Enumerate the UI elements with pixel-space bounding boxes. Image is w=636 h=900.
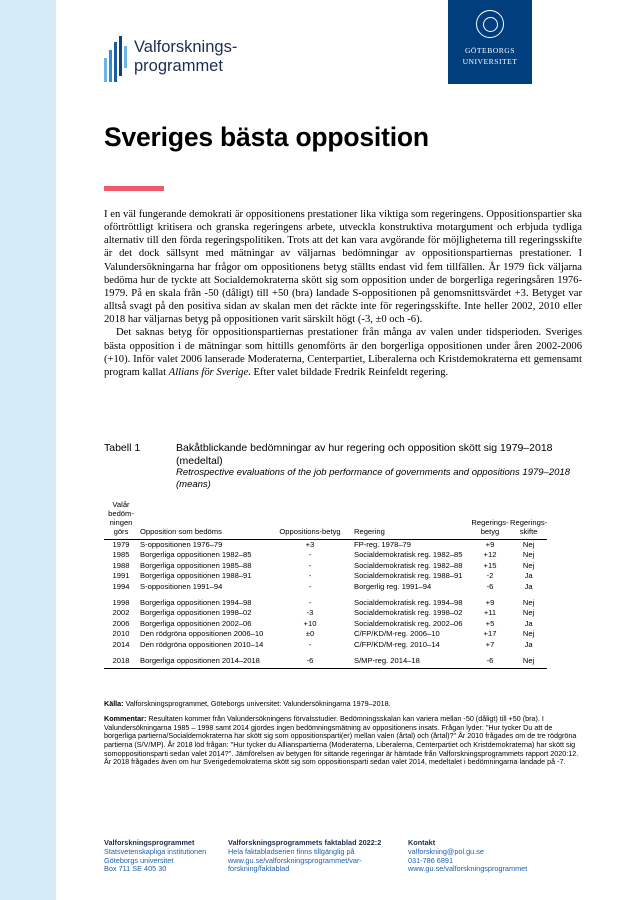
table-row [104,571,547,581]
footer-address-line: Box 711 SE 405 30 [104,864,167,874]
body-paragraph-2-italic: Allians för Sverige [168,366,249,378]
cell-opposition-score: +10 [303,618,317,628]
cell-government-shift: Ja [524,571,533,581]
table-source [104,699,391,708]
cell-opposition: Borgerliga oppositionen 1998–02 [140,608,252,618]
program-name-line1: Valforsknings- [134,38,238,56]
header-year: Valår bedöm-ningen görs [104,500,138,540]
cell-year: 1991 [112,571,130,581]
header-government: Regering [344,500,470,540]
comment-label: Kommentar: [104,714,147,723]
footer-factsheet-link[interactable]: www.gu.se/valforskningsprogrammet/var- [228,855,362,865]
cell-government-score: +17 [483,629,497,639]
body-paragraph-2-start: Det saknas betyg för oppositionspartiernas prestationer från många av valen under tidsperioden. Sveriges bästa opposition i de mätningar som hittills genomförts är den borgerliga oppositionen under åren 2002-2006 (+10). Inför valet 2006 lanserade Moderaterna, Centerpartiet, Liberalerna och Kristdemokraterna ett gemensamt program kallat [104,327,582,378]
cell-government-score: +11 [483,608,497,618]
footer-address-line: Statsvetenskapliga institutionen [104,846,207,856]
table-row [104,561,547,571]
cell-opposition: Borgerliga oppositionen 2002–06 [140,618,252,628]
cell-opposition-score: -3 [306,608,314,618]
cell-opposition-score: - [308,560,312,570]
cell-government-shift: Nej [522,560,535,570]
program-name-line2: programmet [134,57,223,75]
cell-government-shift: Nej [522,629,535,639]
cell-opposition: Den rödgröna oppositionen 2010–14 [140,639,264,649]
evaluation-table [104,500,547,669]
table-row [104,619,547,629]
table-row [104,540,547,551]
cell-government-shift: Nej [510,656,547,669]
cell-government-shift: Nej [522,598,535,608]
header-opposition-score: Oppositions-betyg [276,500,344,540]
footer-contact-phone: 031-786 6891 [408,855,454,865]
cell-opposition-score: +3 [305,540,315,549]
cell-year: 1998 [112,598,130,608]
body-paragraph-2-end: . Efter valet bildade Fredrik Reinfeldt regering. [248,366,449,378]
table-body [104,540,547,669]
cell-opposition: Borgerliga oppositionen 1994–98 [140,598,252,608]
footer-factsheet-link[interactable]: forskning/faktablad [228,864,290,874]
cell-opposition-score: ±0 [305,629,315,639]
footer-address-line: Göteborgs universitet [104,855,174,865]
cell-government-score: +9 [485,540,495,549]
cell-government: Socialdemokratisk reg. 1988–91 [354,571,463,581]
table-title: Bakåtblickande bedömningar av hur regering och opposition skött sig 1979–2018 (medeltal) [176,442,553,467]
cell-opposition-score: - [308,571,312,581]
cell-government-score: +15 [483,560,497,570]
table-row [104,598,547,608]
footer-address [104,839,234,874]
cell-government-score: +5 [485,618,495,628]
university-name-line1: GÖTEBORGS [464,46,516,55]
cell-year: 2014 [112,639,130,649]
header-government-score: Regerings-betyg [470,500,510,540]
table-row [104,550,547,560]
cell-government-shift: Nej [522,540,535,549]
university-name [448,46,532,67]
cell-government: C/FP/KD/M-reg. 2010–14 [354,639,440,649]
cell-year: 2018 [104,656,138,669]
cell-opposition: S-oppositionen 1991–94 [140,581,223,591]
cell-government-score: +7 [485,639,495,649]
cell-government: Socialdemokratisk reg. 1982–85 [354,550,463,560]
program-logo-text [134,38,237,76]
cell-opposition: Borgerliga oppositionen 1985–88 [140,560,252,570]
header-opposition: Opposition som bedöms [138,500,276,540]
cell-government: Socialdemokratisk reg. 1994–98 [354,598,463,608]
cell-year: 1988 [112,560,130,570]
cell-government-score: -6 [470,656,510,669]
cell-government: Socialdemokratisk reg. 1982–88 [354,560,463,570]
cell-government-score: -2 [486,571,494,581]
cell-government: Socialdemokratisk reg. 2002–06 [354,618,463,628]
table-header-row [104,500,547,540]
cell-opposition: Borgerliga oppositionen 2014–2018 [138,656,276,669]
cell-opposition-score: - [308,550,312,560]
program-logo-icon [104,32,130,84]
comment-text: Resultaten kommer från Valundersökningens förvalsstudier. Bedömningsskalan kan variera mellan -50 (dåligt) till +50 (bra). I Valundersökningarna 1985 – 1998 samt 2014 gjordes ingen bedömningsmätning av oppositionens insats. Frågan lyder: "Hur tycker Du att de borgerliga partierna/Socialdemokraterna har skött sig som oppositionsparti(er) mellan valen (årtal) och (årtal)?" År 2010 frågades om de tre rödgröna partierna (S/V/MP). År 2018 löd frågan: "Hur tycker du Allianspartierna (Moderaterna, Liberalerna, Centerpartiet och Kristdemokraterna) har skött sig somoppositionsparti sedan valet 2014?". Jämförelsen av betygen för sittande regeringar är hämtade från Valforskningsprogrammets rapport 2020:12. År 2018 frågades även om hur Sverigedemokraterna skött sig som oppositionsparti sedan valet 2014, medeltalet i bedömningarna landade på -7. [104,714,579,767]
cell-year: 1985 [112,550,130,560]
footer-contact-website[interactable]: www.gu.se/valforskningsprogrammet [408,864,528,874]
cell-government-shift: Nej [522,550,535,560]
table-comment [104,715,582,767]
footer-contact-title: Kontakt [408,838,436,847]
cell-opposition: Den rödgröna oppositionen 2006–10 [140,629,264,639]
footer-address-title: Valforskningsprogrammet [104,838,195,847]
footer-contact-email[interactable]: valforskning@pol.gu.se [408,846,484,856]
cell-year: 1994 [112,581,130,591]
cell-opposition: Borgerliga oppositionen 1988–91 [140,571,252,581]
cell-opposition-score: -6 [276,656,344,669]
body-paragraph-2 [104,326,582,379]
title-accent-rule [104,186,164,191]
cell-government-score: +9 [485,598,495,608]
footer-contact [408,839,558,874]
footer-factsheet-title: Valforskningsprogrammets faktablad 2022:2 [228,838,382,847]
cell-opposition-score: - [308,581,312,591]
body-paragraph-1: I en väl fungerande demokrati är oppositionens prestationer lika viktiga som regeringens. Oppositionspartier ska oförtröttligt kritisera och granska regeringens arbete, utveckla konstruktiva motargument och erbjuda tydliga alternativ till den förda regeringspolitiken. Trots att det kan vara avgörande för möjligheterna till regeringsskifte är det dock sällsynt med mätningar av väljarnas bedömningar av oppositionspartiernas prestationer. I Valundersökningarna har frågor om oppositionens betyg ställts endast vid fem tillfällen. År 1979 fick väljarna bedöma hur de tyckte att Socialdemokraterna skött sig som opposition under de borgerliga regeringsåren 1976-1979. På en skala från -50 (dåligt) till +50 (bra) landade S-oppositionen på genomsnittsvärdet +3. Betyget var alltså svagt på den positiva sidan av skalan men det räckte inte för regeringsskifte. Inte heller 2002, 2010 eller 2018 har väljarnas betyg på oppositionen varit särskilt högt (-3, ±0 och -6). [104,209,582,326]
cell-year: 2002 [112,608,130,618]
cell-government: FP-reg. 1978–79 [354,540,411,549]
table-title-english: Retrospective evaluations of the job performance of governments and oppositions 1979–2018 (means) [176,467,570,490]
cell-government: S/MP-reg. 2014–18 [344,656,470,669]
table-row [104,582,547,592]
source-label: Källa: [104,699,124,708]
cell-government-score: +12 [483,550,497,560]
cell-government-shift: Ja [524,618,533,628]
source-text: Valforskningsprogrammet, Göteborgs universitet: Valundersökningarna 1979–2018. [125,699,391,708]
page-title: Sveriges bästa opposition [104,122,429,152]
side-stripe [0,0,56,900]
table-row [104,640,547,650]
cell-government-shift: Ja [524,639,533,649]
university-name-line2: UNIVERSITET [462,56,518,66]
cell-government-shift: Ja [524,581,533,591]
cell-year: 2010 [112,629,130,639]
cell-year: 2006 [112,618,130,628]
footer-factsheet-line: Hela faktabladserien finns tillgänglig på [228,846,355,856]
program-logo [104,32,304,88]
cell-government: Borgerlig reg. 1991–94 [354,581,432,591]
university-logo [448,0,532,84]
table-row [104,608,547,618]
page [56,0,636,900]
cell-opposition-score: - [308,639,312,649]
table-row [104,629,547,639]
cell-government-score: -6 [486,581,494,591]
table-label: Tabell 1 [104,442,141,454]
table-row [104,656,547,669]
cell-government: C/FP/KD/M-reg. 2006–10 [354,629,440,639]
header-government-shift: Regerings-skifte [510,500,547,540]
university-seal-icon [476,10,504,38]
cell-opposition: Borgerliga oppositionen 1982–85 [140,550,252,560]
cell-government: Socialdemokratisk reg. 1998–02 [354,608,463,618]
footer-factsheet [228,839,408,874]
cell-year: 1979 [112,540,130,549]
cell-opposition: S-oppositionen 1976–79 [140,540,223,549]
body-text [104,208,582,379]
cell-opposition-score: - [308,598,312,608]
cell-government-shift: Nej [522,608,535,618]
